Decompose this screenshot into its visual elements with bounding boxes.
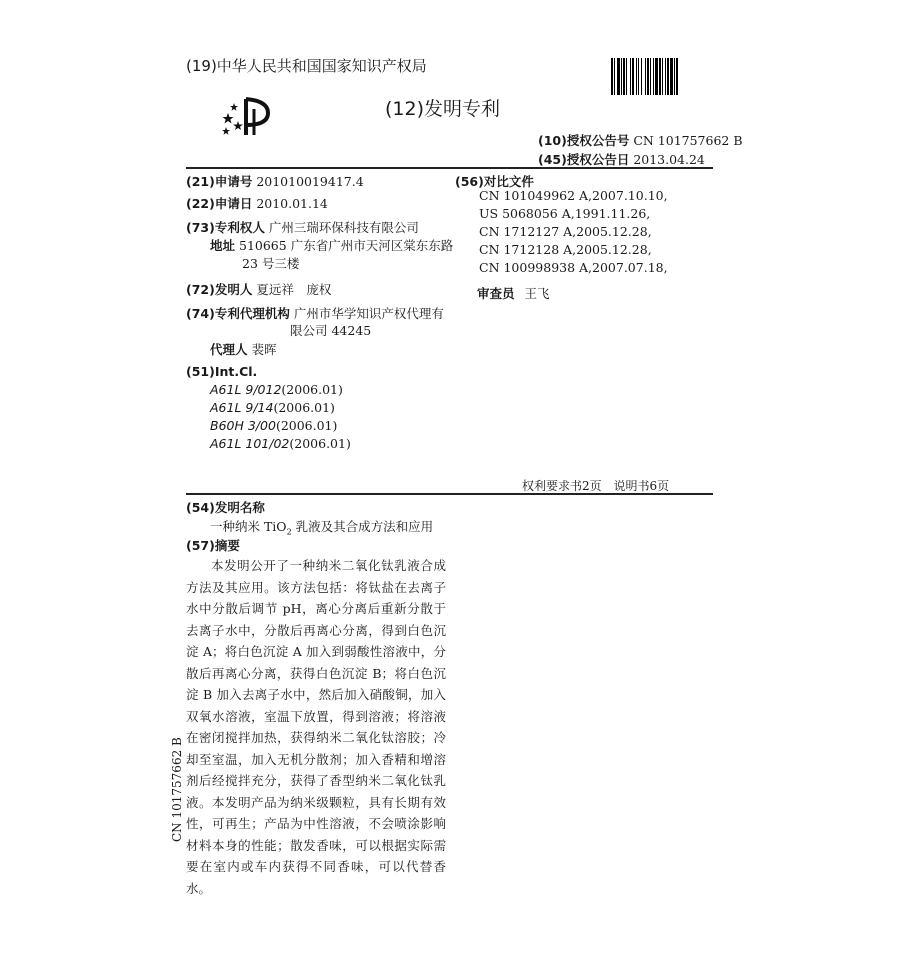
- ipc-version: (2006.01): [289, 436, 351, 451]
- publication-number-value: CN 101757662 B: [633, 133, 743, 148]
- patentee: [186, 218, 419, 236]
- examiner-value: 王飞: [524, 286, 550, 301]
- ipc-entry: [210, 436, 351, 451]
- inventors-label: (72)发明人: [186, 282, 253, 297]
- agent: [210, 340, 277, 358]
- address-label: 地址: [210, 238, 236, 253]
- publication-number: [538, 131, 743, 149]
- abstract-text: 本发明公开了一种纳米二氧化钛乳液合成方法及其应用。该方法包括：将钛盐在去离子水中分散后调节 pH，离心分离后重新分散于去离子水中，分散后再离心分离，得到白色沉淀 A；将白色沉淀 A 加入到弱酸性溶液中，分散后再离心分离，获得白色沉淀 B；将白色沉淀 B 加入去离子水中，然后加入硝酸铜，加入双氧水溶液，室温下放置，得到溶液；将溶液在密闭搅拌加热，获得纳米二氧化钛溶胶；冷却至室温，加入无机分散剂；加入香精和增溶剂后经搅拌充分，获得了香型纳米二氧化钛乳液。本发明产品为纳米级颗粒，具有长期有效性，可再生；产品为中性溶液，不会喷涂影响材料本身的性能；散发香味，可以根据实际需要在室内或车内获得不同香味，可以代替香水。: [186, 558, 446, 896]
- abstract-label: (57)摘要: [186, 538, 240, 553]
- ipc-entry: [210, 400, 335, 415]
- ipc-code: A61L 9/012: [210, 382, 282, 397]
- application-number: [186, 172, 364, 190]
- side-publication-number: CN 101757662 B: [170, 737, 184, 842]
- barcode: [611, 58, 713, 95]
- inventors: [186, 280, 331, 298]
- reference-item: US 5068056 A,1991.11.26,: [479, 206, 651, 221]
- address: [210, 236, 453, 254]
- invention-title: [210, 517, 433, 537]
- invention-title-pre: 一种纳米 TiO: [210, 519, 287, 534]
- description-pages: 说明书6页: [613, 479, 670, 493]
- reference-item: CN 100998938 A,2007.07.18,: [479, 260, 668, 275]
- ipc-label: (51)Int.Cl.: [186, 364, 258, 379]
- barcode-bar: [676, 58, 678, 95]
- page-counts: [522, 477, 669, 494]
- ipc-version: (2006.01): [281, 382, 343, 397]
- ipc-entry: [210, 382, 343, 397]
- application-date-label: (22)申请日: [186, 196, 253, 211]
- publication-date: [538, 150, 705, 168]
- ipc-code: A61L 101/02: [210, 436, 290, 451]
- application-date: [186, 194, 328, 212]
- invention-title-label: (54)发明名称: [186, 500, 265, 515]
- patent-office-logo: [218, 95, 274, 139]
- address-line-1: 510665 广东省广州市天河区棠东东路: [239, 238, 454, 253]
- publication-date-value: 2013.04.24: [633, 152, 705, 167]
- agent-label: 代理人: [210, 342, 248, 357]
- examiner-label: 审查员: [477, 286, 515, 301]
- ipc-code: B60H 3/00: [210, 418, 276, 433]
- patent-agency: [186, 304, 444, 322]
- ipc-entry: [210, 418, 337, 433]
- ipc-code: A61L 9/14: [210, 400, 274, 415]
- address-line-2: 23 号三楼: [242, 256, 300, 271]
- page-count-divider: [186, 493, 713, 495]
- reference-item: CN 1712128 A,2005.12.28,: [479, 242, 652, 257]
- examiner: [477, 284, 550, 302]
- inventors-value: 夏远祥 庞权: [256, 282, 332, 297]
- header-divider: [186, 167, 713, 169]
- reference-item: CN 101049962 A,2007.10.10,: [479, 188, 668, 203]
- patentee-label: (73)专利权人: [186, 220, 265, 235]
- ipc-version: (2006.01): [275, 418, 338, 433]
- references-label: (56)对比文件: [455, 174, 534, 189]
- patent-agency-line-2: 限公司 44245: [290, 323, 372, 338]
- publication-number-label: (10)授权公告号: [538, 133, 630, 148]
- invention-title-subscript: 2: [286, 527, 292, 537]
- claims-pages: 权利要求书2页: [522, 479, 602, 493]
- reference-item: CN 1712127 A,2005.12.28,: [479, 224, 652, 239]
- patent-agency-line-1: 广州市华学知识产权代理有: [293, 306, 444, 321]
- document-type: (12)发明专利: [385, 98, 501, 120]
- agent-value: 裴晖: [251, 342, 277, 357]
- issuing-authority: (19)中华人民共和国国家知识产权局: [186, 57, 427, 75]
- patentee-value: 广州三瑞环保科技有限公司: [268, 220, 419, 235]
- ipc-version: (2006.01): [273, 400, 335, 415]
- publication-date-label: (45)授权公告日: [538, 152, 630, 167]
- application-number-label: (21)申请号: [186, 174, 253, 189]
- application-number-value: 201010019417.4: [256, 174, 364, 189]
- invention-title-post: 乳液及其合成方法和应用: [291, 519, 434, 534]
- patent-agency-label: (74)专利代理机构: [186, 306, 290, 321]
- application-date-value: 2010.01.14: [256, 196, 328, 211]
